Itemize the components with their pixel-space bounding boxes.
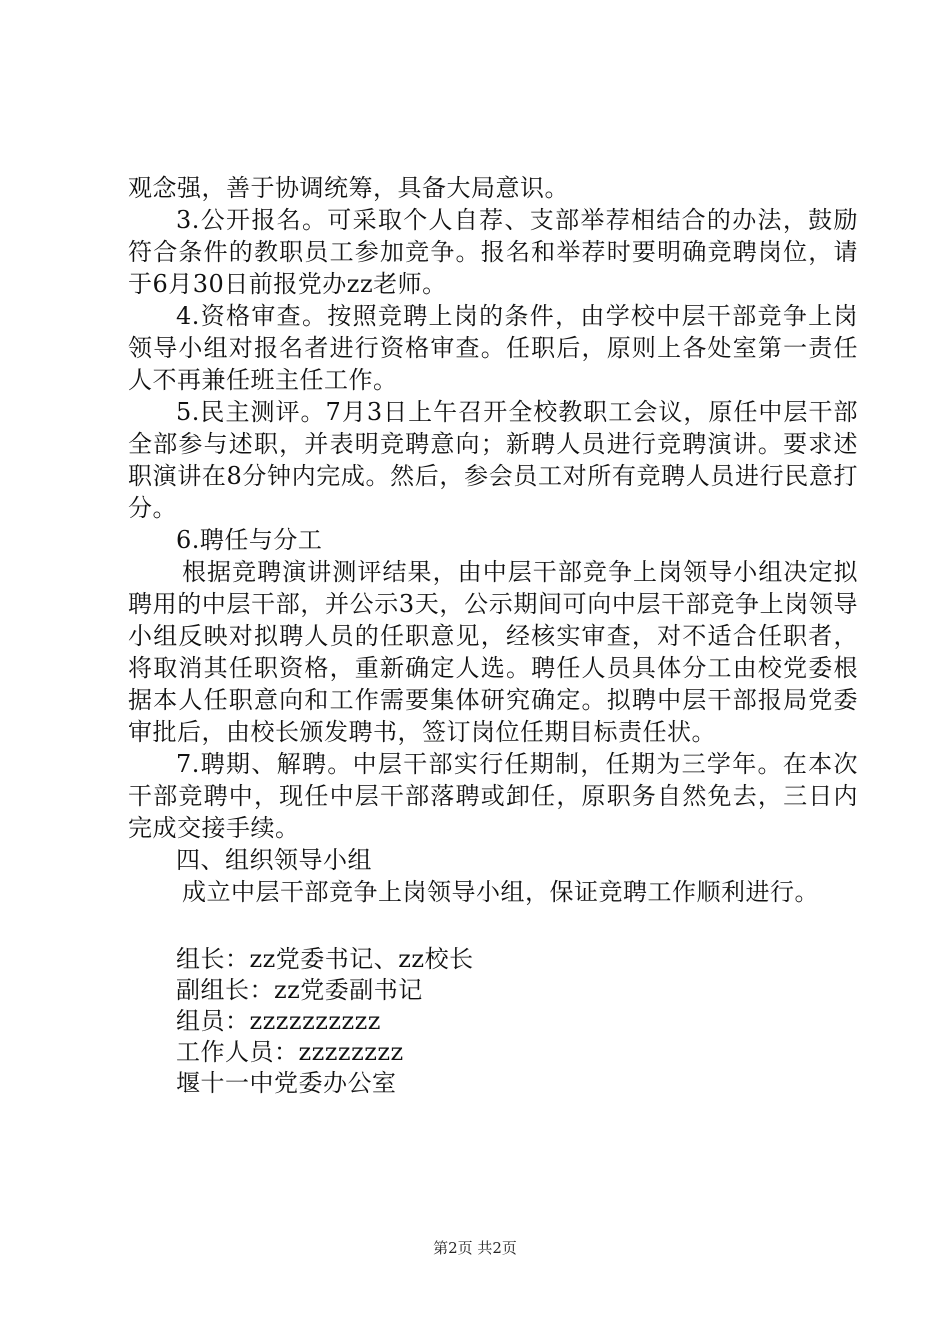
team-members: 组员：zzzzzzzzzz [176,1007,381,1035]
paragraph-section-4-body: 成立中层干部竞争上岗领导小组，保证竞聘工作顺利进行。 [182,878,819,906]
paragraph-item-4: 4.资格审查。按照竞聘上岗的条件，由学校中层干部竞争上岗领导小组对报名者进行资格审查。任职后，原则上各处室第一责任人不再兼任班主任工作。 [128,302,858,394]
page-number-footer: 第2页 共2页 [433,1239,517,1257]
paragraph-item-6-body: 根据竞聘演讲测评结果，由中层干部竞争上岗领导小组决定拟聘用的中层干部，并公示3天，公示期间可向中层干部竞争上岗领导小组反映对拟聘人员的任职意见，经核实审查，对不适合任职者，将取消其任职资格，重新确定人选。聘任人员具体分工由校党委根据本人任职意向和工作需要集体研究确定。拟聘中层干部报局党委审批后，由校长颁发聘书，签订岗位任期目标责任状。 [128,558,858,746]
paragraph-item-7: 7.聘期、解聘。中层干部实行任期制，任期为三学年。在本次干部竞聘中，现任中层干部落聘或卸任，原职务自然免去，三日内完成交接手续。 [128,750,858,842]
document-body [128,172,858,1099]
team-deputy-leader: 副组长：zz党委副书记 [176,976,423,1004]
paragraph-item-5: 5.民主测评。7月3日上午召开全校教职工会议，原任中层干部全部参与述职，并表明竞聘意向；新聘人员进行竞聘演讲。要求述职演讲在8分钟内完成。然后，参会员工对所有竞聘人员进行民意打分。 [128,398,858,522]
section-heading-4: 四、组织领导小组 [176,846,372,874]
paragraph-item-3: 3.公开报名。可采取个人自荐、支部举荐相结合的办法，鼓励符合条件的教职员工参加竞争。报名和举荐时要明确竞聘岗位，请于6月30日前报党办zz老师。 [128,206,858,298]
paragraph-item-6-heading: 6.聘任与分工 [176,526,323,554]
team-staff: 工作人员：zzzzzzzz [176,1038,404,1066]
blank-line [128,908,858,944]
issuing-office: 堰十一中党委办公室 [176,1069,397,1097]
team-list [128,944,858,1099]
team-leader: 组长：zz党委书记、zz校长 [176,945,474,973]
paragraph-continuation: 观念强，善于协调统筹，具备大局意识。 [128,174,569,202]
